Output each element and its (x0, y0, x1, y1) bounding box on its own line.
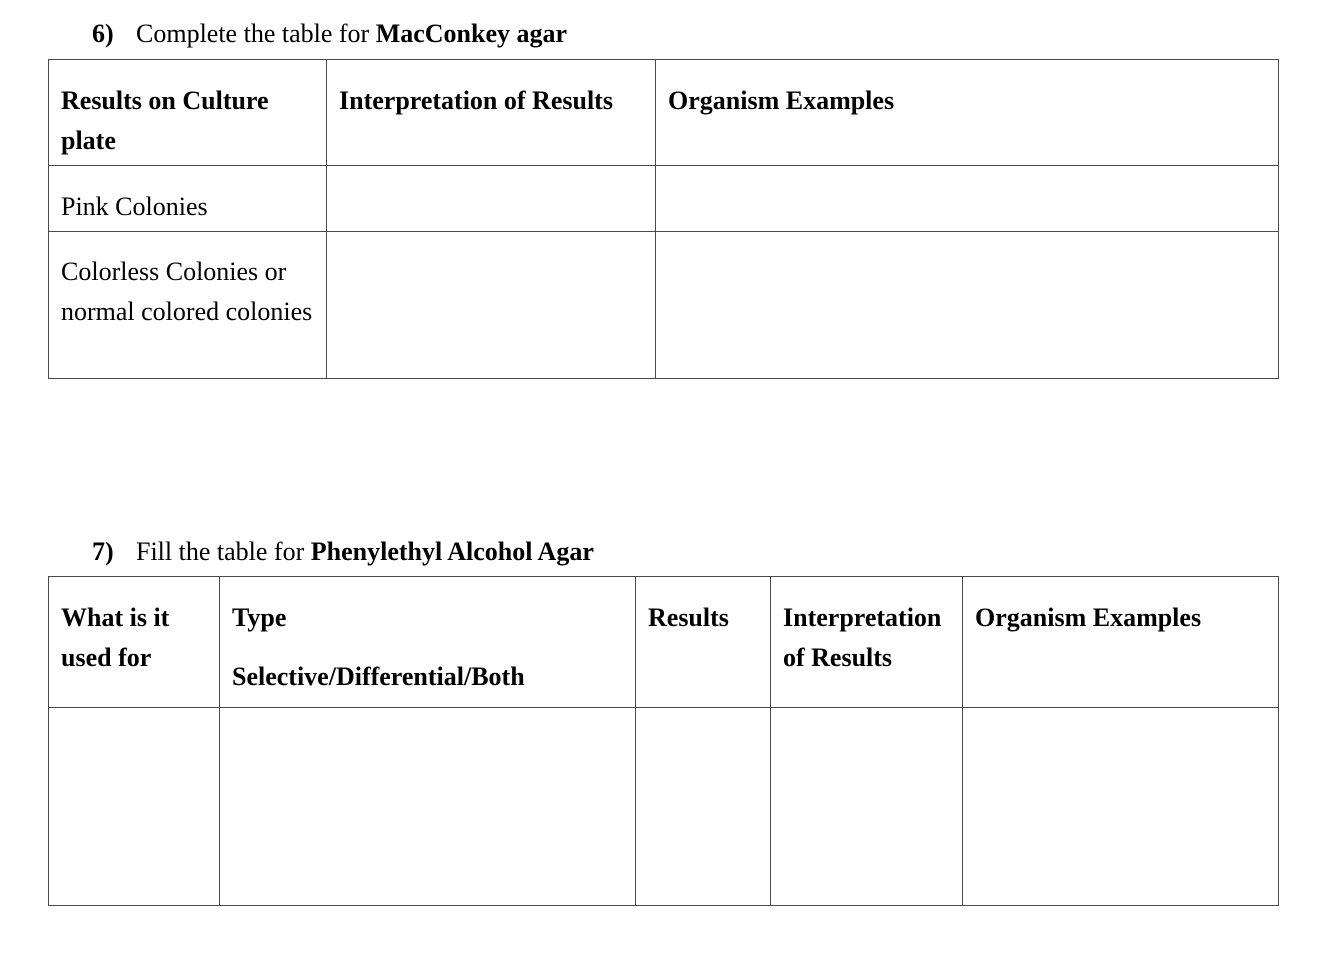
cell-type[interactable] (220, 708, 636, 906)
question-prompt: Fill the table for (136, 537, 311, 566)
header-organism-examples: Organism Examples (656, 60, 1279, 166)
question-7-heading (92, 537, 594, 567)
cell-interpretation[interactable] (327, 166, 656, 232)
header-type-label: Type (232, 603, 287, 632)
cell-result: Pink Colonies (49, 166, 327, 232)
cell-used-for[interactable] (49, 708, 220, 906)
header-what-is-it-used-for: What is it used for (49, 577, 220, 708)
table-header-row (49, 577, 1279, 708)
cell-result: Colorless Colonies or normal colored colonies (49, 232, 327, 379)
table-row (49, 166, 1279, 232)
cell-organisms[interactable] (656, 232, 1279, 379)
question-number: 6) (92, 19, 114, 48)
question-prompt: Complete the table for (136, 19, 376, 48)
table-row (49, 232, 1279, 379)
header-interpretation-of-results: Interpretation of Results (771, 577, 963, 708)
table-row (49, 708, 1279, 906)
cell-interpretation[interactable] (327, 232, 656, 379)
cell-organisms[interactable] (656, 166, 1279, 232)
question-number: 7) (92, 537, 114, 566)
cell-results[interactable] (636, 708, 771, 906)
phenylethyl-alcohol-table (48, 576, 1279, 906)
header-interpretation-of-results: Interpretation of Results (327, 60, 656, 166)
cell-interpretation[interactable] (771, 708, 963, 906)
table-header-row (49, 60, 1279, 166)
question-subject: Phenylethyl Alcohol Agar (310, 537, 594, 566)
cell-organisms[interactable] (963, 708, 1279, 906)
header-type (220, 577, 636, 708)
header-results-on-culture-plate: Results on Culture plate (49, 60, 327, 166)
header-results: Results (636, 577, 771, 708)
maconkey-table (48, 59, 1279, 379)
header-type-options: Selective/Differential/Both (232, 662, 525, 691)
question-6-heading (92, 19, 567, 49)
question-subject: MacConkey agar (375, 19, 568, 48)
header-organism-examples: Organism Examples (963, 577, 1279, 708)
